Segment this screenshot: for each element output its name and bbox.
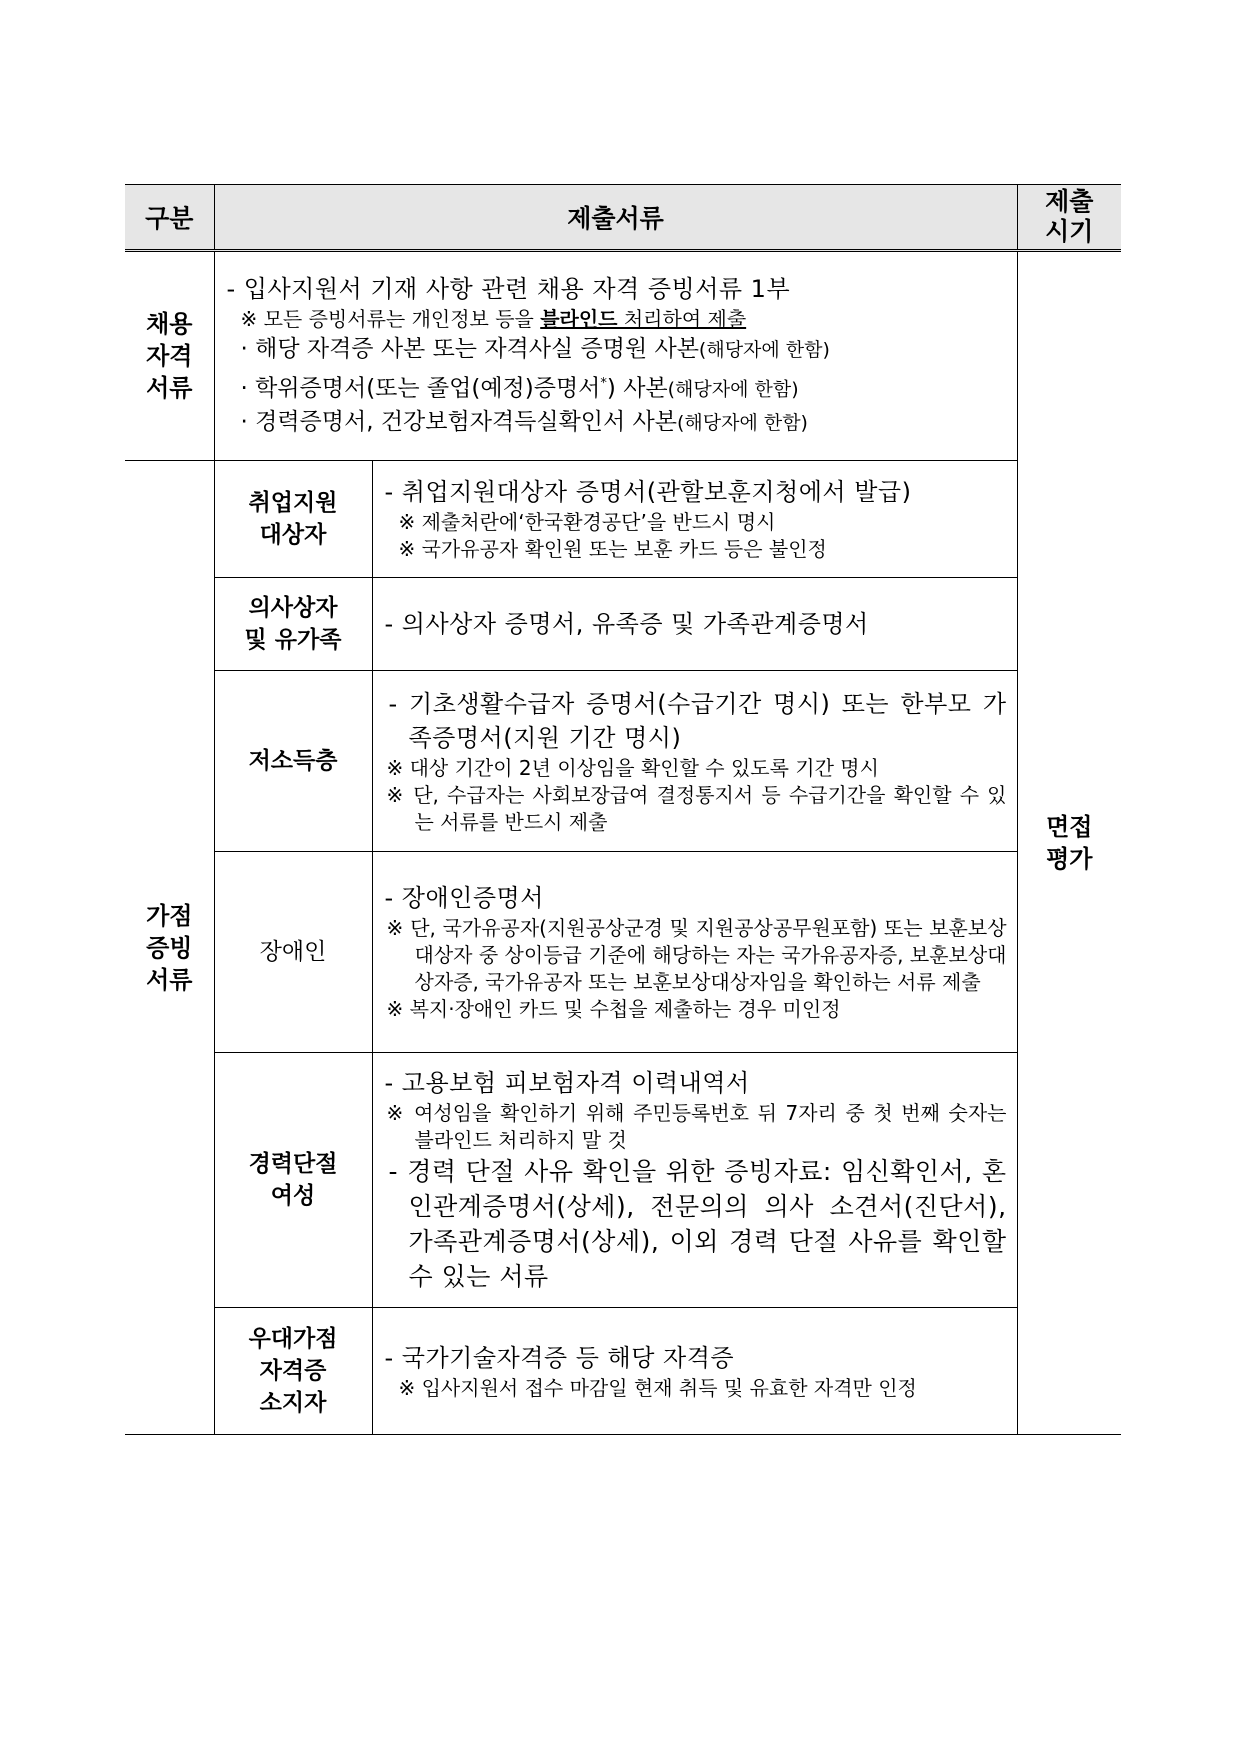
bonus-row-careerbreak bbox=[125, 1053, 1121, 1308]
header-documents: 제출서류 bbox=[214, 185, 1017, 251]
righteous-line1: - 의사상자 증명서, 유족증 및 가족관계증명서 bbox=[384, 610, 869, 638]
document-table bbox=[125, 184, 1121, 1435]
bonus-content-certificate bbox=[372, 1308, 1017, 1435]
bonus-row-veteran bbox=[125, 461, 1121, 578]
disabled-line1: - 장애인증명서 bbox=[384, 884, 544, 912]
qualification-bullet2: · 학위증명서(또는 졸업(예정)증명서*) 사본(해당자에 한함) bbox=[240, 375, 799, 402]
disabled-note2: ※ 복지·장애인 카드 및 수첩을 제출하는 경우 미인정 bbox=[386, 997, 841, 1021]
lowincome-note2: ※ 단, 수급자는 사회보장급여 결정통지서 등 수급기간을 확인할 수 있는 서류를 반드시 제출 bbox=[386, 782, 1007, 834]
bonus-sub-righteous: 의사상자 및 유가족 bbox=[214, 578, 372, 671]
certificate-line1: - 국가기술자격증 등 해당 자격증 bbox=[384, 1343, 735, 1372]
careerbreak-line2: - 경력 단절 사유 확인을 위한 증빙자료: 임신확인서, 혼인관계증명서(상세), 전문의의 의사 소견서(진단서), 가족관계증명서(상세), 이외 경력 단절 사유를 확인할 수 있는 서류 bbox=[388, 1157, 1007, 1291]
qualification-line1: - 입사지원서 기재 사항 관련 채용 자격 증빙서류 1부 bbox=[226, 274, 791, 303]
bonus-row-righteous bbox=[125, 578, 1121, 671]
bonus-row-disabled bbox=[125, 852, 1121, 1053]
bonus-content-righteous bbox=[372, 578, 1017, 671]
bonus-content-disabled bbox=[372, 852, 1017, 1053]
careerbreak-note1: ※ 여성임을 확인하기 위해 주민등록번호 뒤 7자리 중 첫 번째 숫자는 블라인드 처리하지 말 것 bbox=[386, 1101, 1007, 1152]
careerbreak-line1: - 고용보험 피보험자격 이력내역서 bbox=[384, 1069, 750, 1097]
bonus-sub-veteran: 취업지원 대상자 bbox=[214, 461, 372, 578]
bonus-content-lowincome bbox=[372, 671, 1017, 852]
bonus-sub-disabled: 장애인 bbox=[214, 852, 372, 1053]
bonus-content-veteran bbox=[372, 461, 1017, 578]
header-category: 구분 bbox=[125, 185, 214, 251]
lowincome-note1: ※ 대상 기간이 2년 이상임을 확인할 수 있도록 기간 명시 bbox=[386, 755, 879, 780]
bonus-row-lowincome bbox=[125, 671, 1121, 852]
qualification-bullet1: · 해당 자격증 사본 또는 자격사실 증명원 사본(해당자에 한함) bbox=[240, 335, 830, 362]
bonus-sub-lowincome: 저소득층 bbox=[214, 671, 372, 852]
lowincome-line1: - 기초생활수급자 증명서(수급기간 명시) 또는 한부모 가족증명서(지원 기간 명시) bbox=[388, 689, 1007, 752]
bonus-sub-careerbreak: 경력단절 여성 bbox=[214, 1053, 372, 1308]
qualification-row bbox=[125, 251, 1121, 461]
table-header-row bbox=[125, 185, 1121, 251]
qualification-bullet3: · 경력증명서, 건강보험자격득실확인서 사본(해당자에 한함) bbox=[240, 409, 808, 436]
bonus-sub-certificate: 우대가점 자격증 소지자 bbox=[214, 1308, 372, 1435]
veteran-note2: ※ 국가유공자 확인원 또는 보훈 카드 등은 불인정 bbox=[398, 537, 827, 561]
veteran-line1: - 취업지원대상자 증명서(관할보훈지청에서 발급) bbox=[384, 478, 912, 506]
veteran-note1: ※ 제출처란에‘한국환경공단’을 반드시 명시 bbox=[398, 510, 776, 534]
qualification-note: ※ 모든 증빙서류는 개인정보 등을 블라인드 처리하여 제출 bbox=[240, 306, 747, 331]
blind-text: 블라인드 bbox=[540, 306, 618, 331]
bonus-label: 가점 증빙 서류 bbox=[125, 461, 214, 1435]
header-timing: 제출 시기 bbox=[1017, 185, 1121, 251]
disabled-note1: ※ 단, 국가유공자(지원공상군경 및 지원공상공무원포함) 또는 보훈보상대상자 중 상이등급 기준에 해당하는 자는 국가유공자증, 보훈보상대상자증, 국가유공자 또는 보훈보상대상자임을 확인하는 서류 제출 bbox=[386, 916, 1007, 994]
bonus-content-careerbreak bbox=[372, 1053, 1017, 1308]
timing-value: 면접 평가 bbox=[1017, 251, 1121, 1435]
qualification-content bbox=[214, 251, 1017, 461]
bonus-row-certificate bbox=[125, 1308, 1121, 1435]
qualification-label: 채용 자격 서류 bbox=[146, 310, 193, 402]
certificate-note1: ※ 입사지원서 접수 마감일 현재 취득 및 유효한 자격만 인정 bbox=[398, 1375, 917, 1400]
